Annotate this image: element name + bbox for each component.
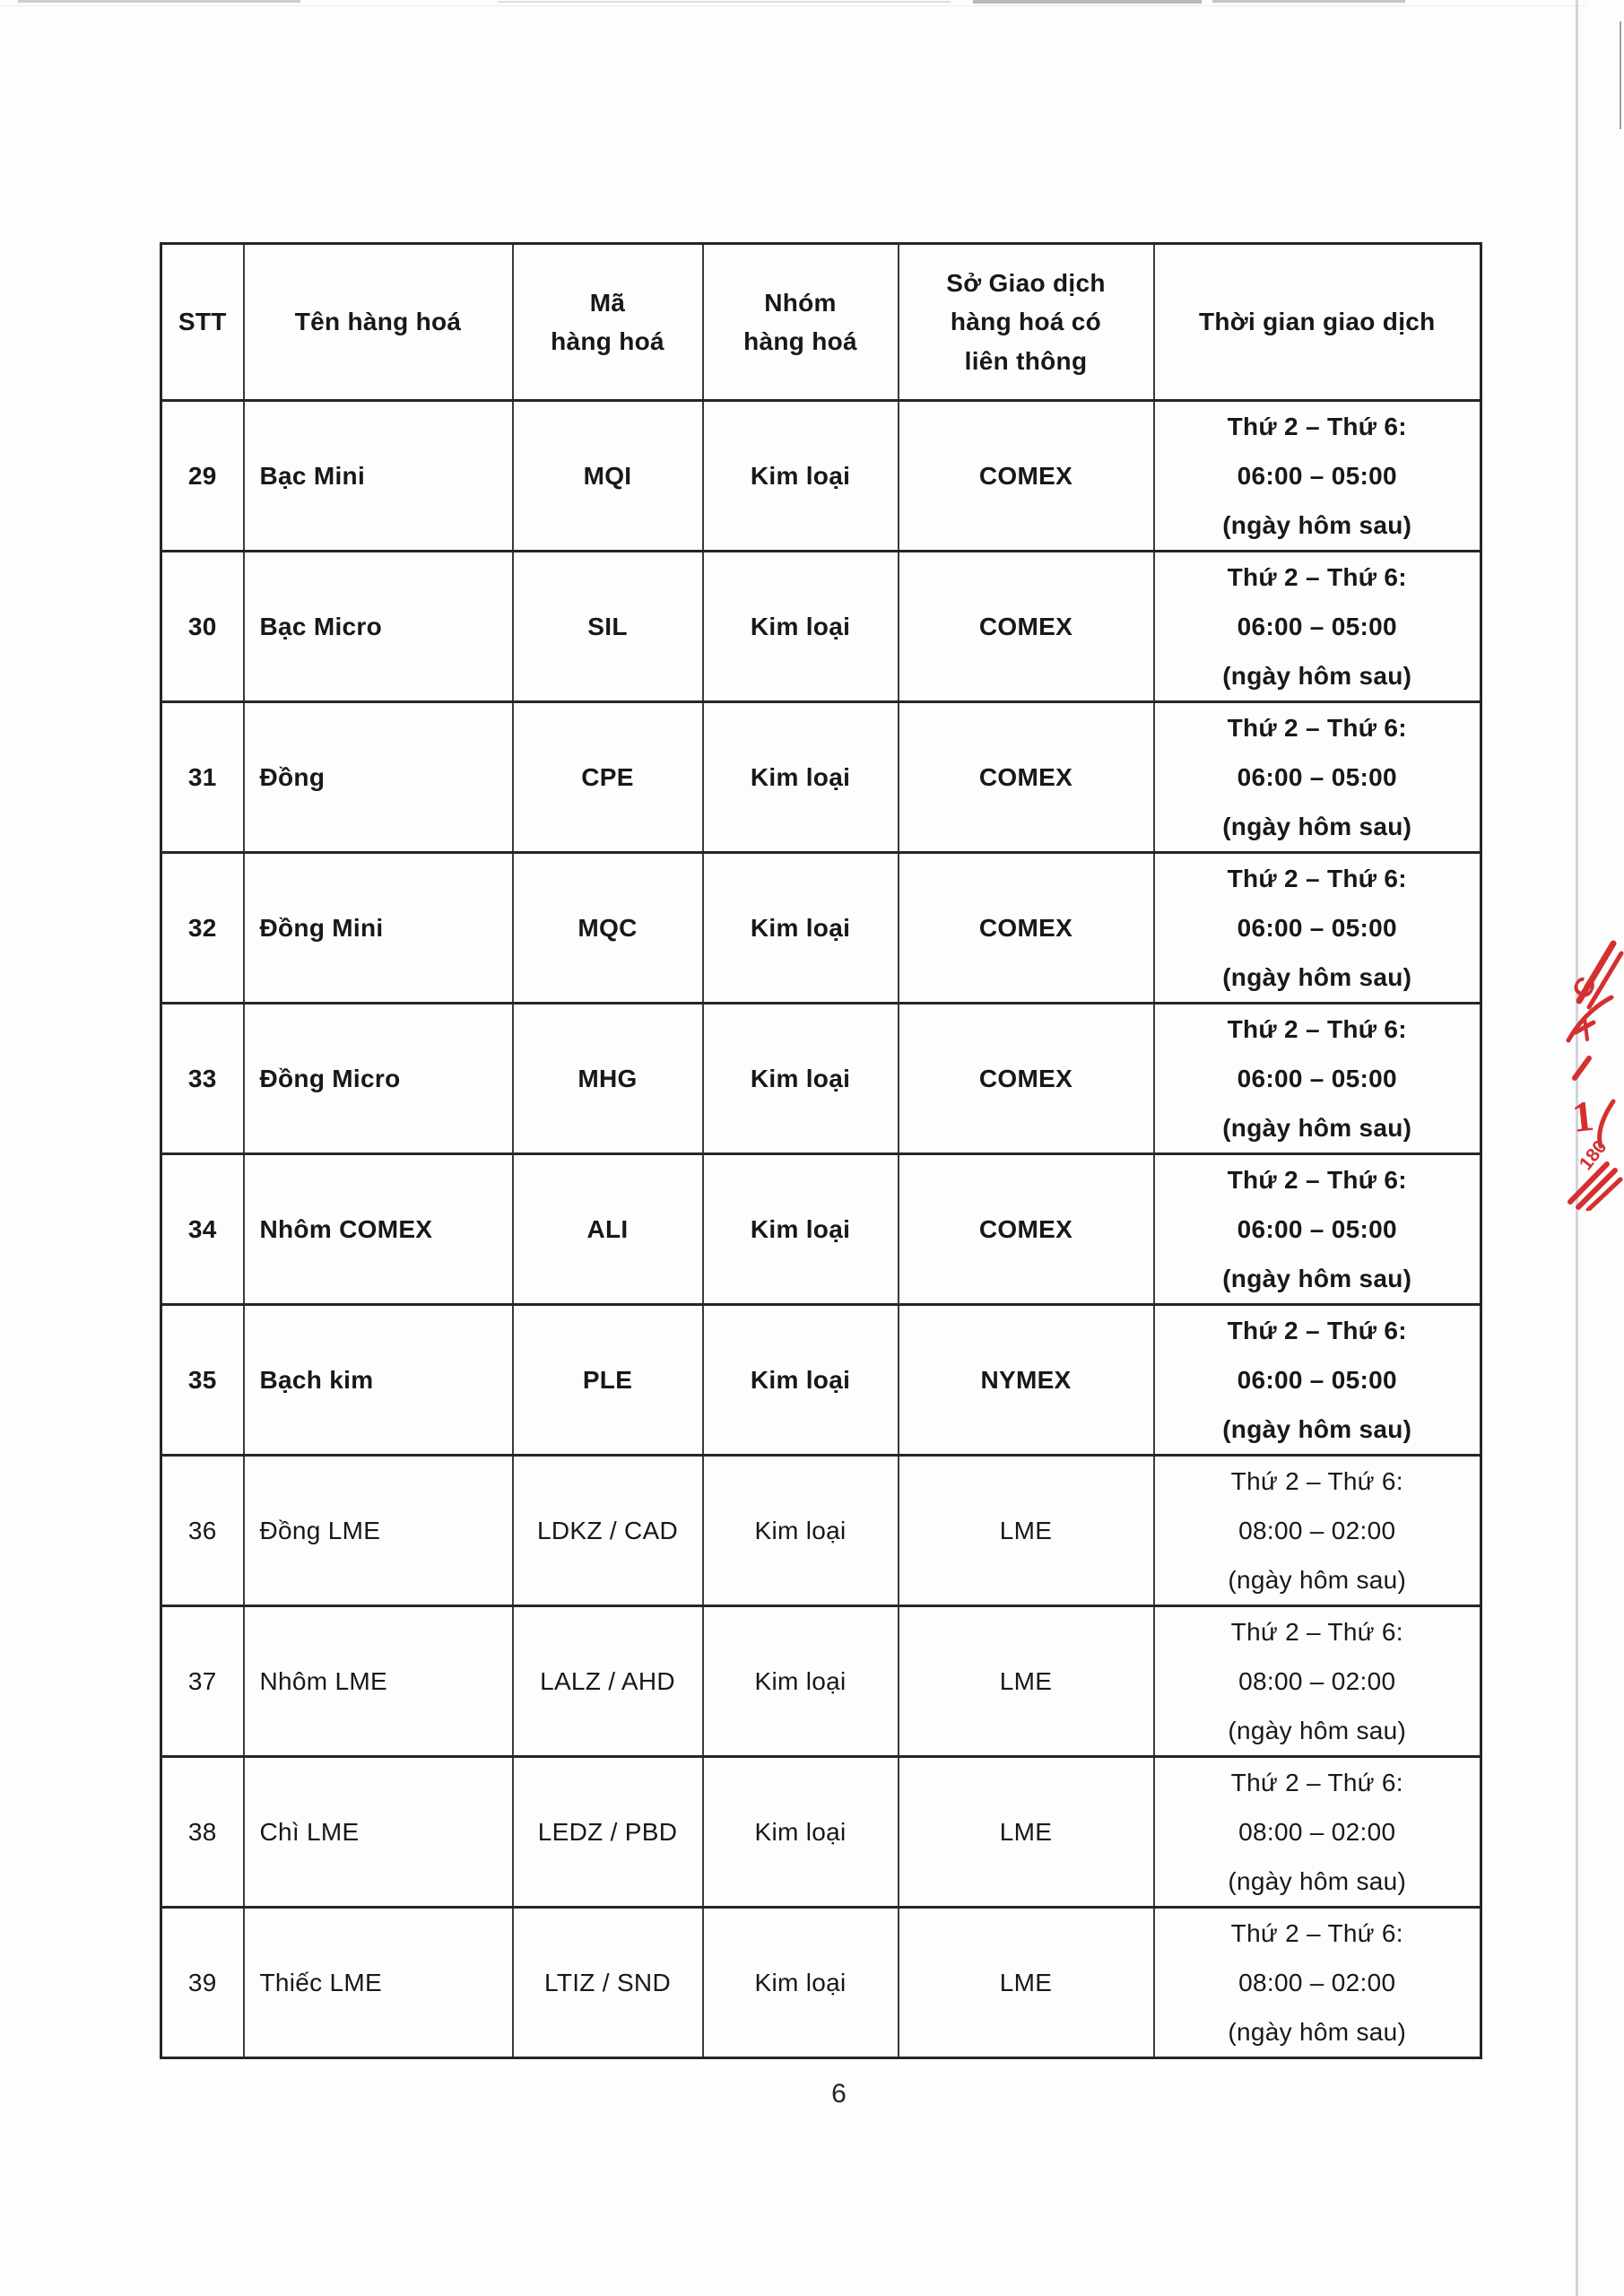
header-label: hàng hoá	[743, 327, 857, 355]
cell-group: Kim loại	[703, 1606, 899, 1757]
cell-exchange: COMEX	[899, 702, 1154, 853]
time-line: (ngày hôm sau)	[1222, 662, 1412, 690]
cell-time	[1154, 552, 1481, 702]
cell-exchange: COMEX	[899, 552, 1154, 702]
time-line: Thứ 2 – Thứ 6:	[1230, 1467, 1403, 1495]
time-line: 06:00 – 05:00	[1237, 914, 1397, 942]
header-label: STT	[178, 308, 227, 336]
cell-group: Kim loại	[703, 1757, 899, 1908]
cell-code: LEDZ / PBD	[513, 1757, 703, 1908]
time-line: 06:00 – 05:00	[1237, 1065, 1397, 1092]
cell-group: Kim loại	[703, 853, 899, 1004]
cell-name: Thiếc LME	[244, 1908, 513, 2058]
stamp-letter: G	[1566, 970, 1603, 1004]
page-number: 6	[831, 2079, 847, 2109]
time-line: 06:00 – 05:00	[1237, 1366, 1397, 1394]
time-line: (ngày hôm sau)	[1222, 1415, 1412, 1443]
cell-exchange: NYMEX	[899, 1305, 1154, 1456]
cell-stt: 37	[161, 1606, 244, 1757]
cell-stt: 29	[161, 401, 244, 552]
cell-time	[1154, 1456, 1481, 1606]
cell-exchange: LME	[899, 1757, 1154, 1908]
time-line: 08:00 – 02:00	[1238, 1517, 1396, 1544]
scan-artifact-top	[0, 5, 1587, 6]
header-label: hàng hoá	[551, 327, 664, 355]
cell-name: Đồng Micro	[244, 1004, 513, 1154]
cell-group: Kim loại	[703, 552, 899, 702]
scan-artifact-top	[18, 0, 300, 3]
stamp-arc	[1600, 1101, 1613, 1146]
time-line: 08:00 – 02:00	[1238, 1818, 1396, 1846]
time-line: (ngày hôm sau)	[1228, 2018, 1407, 2046]
time-line: 06:00 – 05:00	[1237, 462, 1397, 490]
cell-time	[1154, 1305, 1481, 1456]
commodities-table	[160, 242, 1482, 2059]
red-stamp-fragment	[1518, 931, 1624, 1211]
table-row	[161, 1606, 1481, 1757]
time-line: Thứ 2 – Thứ 6:	[1230, 1769, 1403, 1796]
cell-group: Kim loại	[703, 702, 899, 853]
scan-edge-line	[1620, 22, 1621, 129]
cell-code: CPE	[513, 702, 703, 853]
header-label: hàng hoá có	[950, 308, 1102, 336]
cell-time	[1154, 1908, 1481, 2058]
table-header-row	[161, 244, 1481, 401]
stamp-stroke	[1575, 1058, 1589, 1078]
time-line: Thứ 2 – Thứ 6:	[1230, 1618, 1403, 1646]
table-row	[161, 702, 1481, 853]
cell-name: Nhôm LME	[244, 1606, 513, 1757]
table-row	[161, 401, 1481, 552]
scan-artifact-top	[1212, 0, 1405, 3]
table-row	[161, 1757, 1481, 1908]
scan-artifact-top	[498, 1, 951, 3]
cell-code: LDKZ / CAD	[513, 1456, 703, 1606]
cell-time	[1154, 1154, 1481, 1305]
cell-stt: 30	[161, 552, 244, 702]
header-exchange	[899, 244, 1154, 401]
cell-exchange: COMEX	[899, 853, 1154, 1004]
cell-code: LTIZ / SND	[513, 1908, 703, 2058]
time-line: 08:00 – 02:00	[1238, 1667, 1396, 1695]
time-line: 06:00 – 05:00	[1237, 1215, 1397, 1243]
time-line: Thứ 2 – Thứ 6:	[1227, 1015, 1407, 1043]
header-label: Tên hàng hoá	[294, 308, 462, 336]
cell-code: MQC	[513, 853, 703, 1004]
cell-name: Bạc Mini	[244, 401, 513, 552]
time-line: (ngày hôm sau)	[1228, 1867, 1407, 1895]
cell-exchange: COMEX	[899, 1004, 1154, 1154]
cell-time	[1154, 853, 1481, 1004]
time-line: Thứ 2 – Thứ 6:	[1227, 563, 1407, 591]
time-line: Thứ 2 – Thứ 6:	[1230, 1919, 1403, 1947]
cell-time	[1154, 1004, 1481, 1154]
header-label: Sở Giao dịch	[946, 268, 1106, 297]
header-group	[703, 244, 899, 401]
cell-stt: 34	[161, 1154, 244, 1305]
cell-code: MQI	[513, 401, 703, 552]
time-line: 06:00 – 05:00	[1237, 763, 1397, 791]
time-line: Thứ 2 – Thứ 6:	[1227, 413, 1407, 440]
header-stt	[161, 244, 244, 401]
cell-time	[1154, 1606, 1481, 1757]
time-line: (ngày hôm sau)	[1228, 1566, 1407, 1594]
table-row	[161, 1456, 1481, 1606]
cell-group: Kim loại	[703, 1154, 899, 1305]
cell-code: SIL	[513, 552, 703, 702]
table-row	[161, 1154, 1481, 1305]
time-line: 08:00 – 02:00	[1238, 1969, 1396, 1996]
cell-stt: 31	[161, 702, 244, 853]
table-row	[161, 1908, 1481, 2058]
cell-stt: 38	[161, 1757, 244, 1908]
cell-name: Đồng	[244, 702, 513, 853]
cell-group: Kim loại	[703, 401, 899, 552]
time-line: (ngày hôm sau)	[1222, 1114, 1412, 1142]
cell-code: MHG	[513, 1004, 703, 1154]
cell-group: Kim loại	[703, 1305, 899, 1456]
time-line: Thứ 2 – Thứ 6:	[1227, 714, 1407, 742]
time-line: 06:00 – 05:00	[1237, 613, 1397, 640]
cell-stt: 33	[161, 1004, 244, 1154]
cell-exchange: COMEX	[899, 401, 1154, 552]
header-time	[1154, 244, 1481, 401]
time-line: (ngày hôm sau)	[1222, 1265, 1412, 1292]
cell-group: Kim loại	[703, 1908, 899, 2058]
table-row	[161, 552, 1481, 702]
cell-name: Bạch kim	[244, 1305, 513, 1456]
cell-stt: 39	[161, 1908, 244, 2058]
cell-time	[1154, 702, 1481, 853]
cell-exchange: COMEX	[899, 1154, 1154, 1305]
stamp-number: 180	[1575, 1136, 1611, 1175]
time-line: (ngày hôm sau)	[1222, 813, 1412, 840]
cell-time	[1154, 401, 1481, 552]
cell-exchange: LME	[899, 1456, 1154, 1606]
cell-group: Kim loại	[703, 1004, 899, 1154]
stamp-numeral: 1	[1569, 1091, 1597, 1142]
time-line: (ngày hôm sau)	[1222, 963, 1412, 991]
header-label: liên thông	[964, 346, 1088, 375]
table-row	[161, 853, 1481, 1004]
time-line: (ngày hôm sau)	[1222, 511, 1412, 539]
time-line: Thứ 2 – Thứ 6:	[1227, 865, 1407, 892]
table-row	[161, 1004, 1481, 1154]
cell-stt: 36	[161, 1456, 244, 1606]
cell-group: Kim loại	[703, 1456, 899, 1606]
header-label: Thời gian giao dịch	[1198, 308, 1436, 336]
cell-code: ALI	[513, 1154, 703, 1305]
cell-code: LALZ / AHD	[513, 1606, 703, 1757]
cell-name: Chì LME	[244, 1757, 513, 1908]
time-line: Thứ 2 – Thứ 6:	[1227, 1166, 1407, 1194]
header-label: Mã	[589, 288, 626, 317]
cell-code: PLE	[513, 1305, 703, 1456]
time-line: (ngày hôm sau)	[1228, 1717, 1407, 1744]
stamp-stroke	[1585, 1018, 1587, 1039]
cell-name: Bạc Micro	[244, 552, 513, 702]
time-line: Thứ 2 – Thứ 6:	[1227, 1317, 1407, 1344]
header-label: Nhóm	[764, 288, 837, 317]
header-name	[244, 244, 513, 401]
cell-name: Nhôm COMEX	[244, 1154, 513, 1305]
cell-exchange: LME	[899, 1606, 1154, 1757]
cell-exchange: LME	[899, 1908, 1154, 2058]
cell-stt: 32	[161, 853, 244, 1004]
cell-name: Đồng LME	[244, 1456, 513, 1606]
scan-artifact-top	[973, 0, 1202, 4]
header-code	[513, 244, 703, 401]
table-row	[161, 1305, 1481, 1456]
cell-name: Đồng Mini	[244, 853, 513, 1004]
cell-stt: 35	[161, 1305, 244, 1456]
cell-time	[1154, 1757, 1481, 1908]
